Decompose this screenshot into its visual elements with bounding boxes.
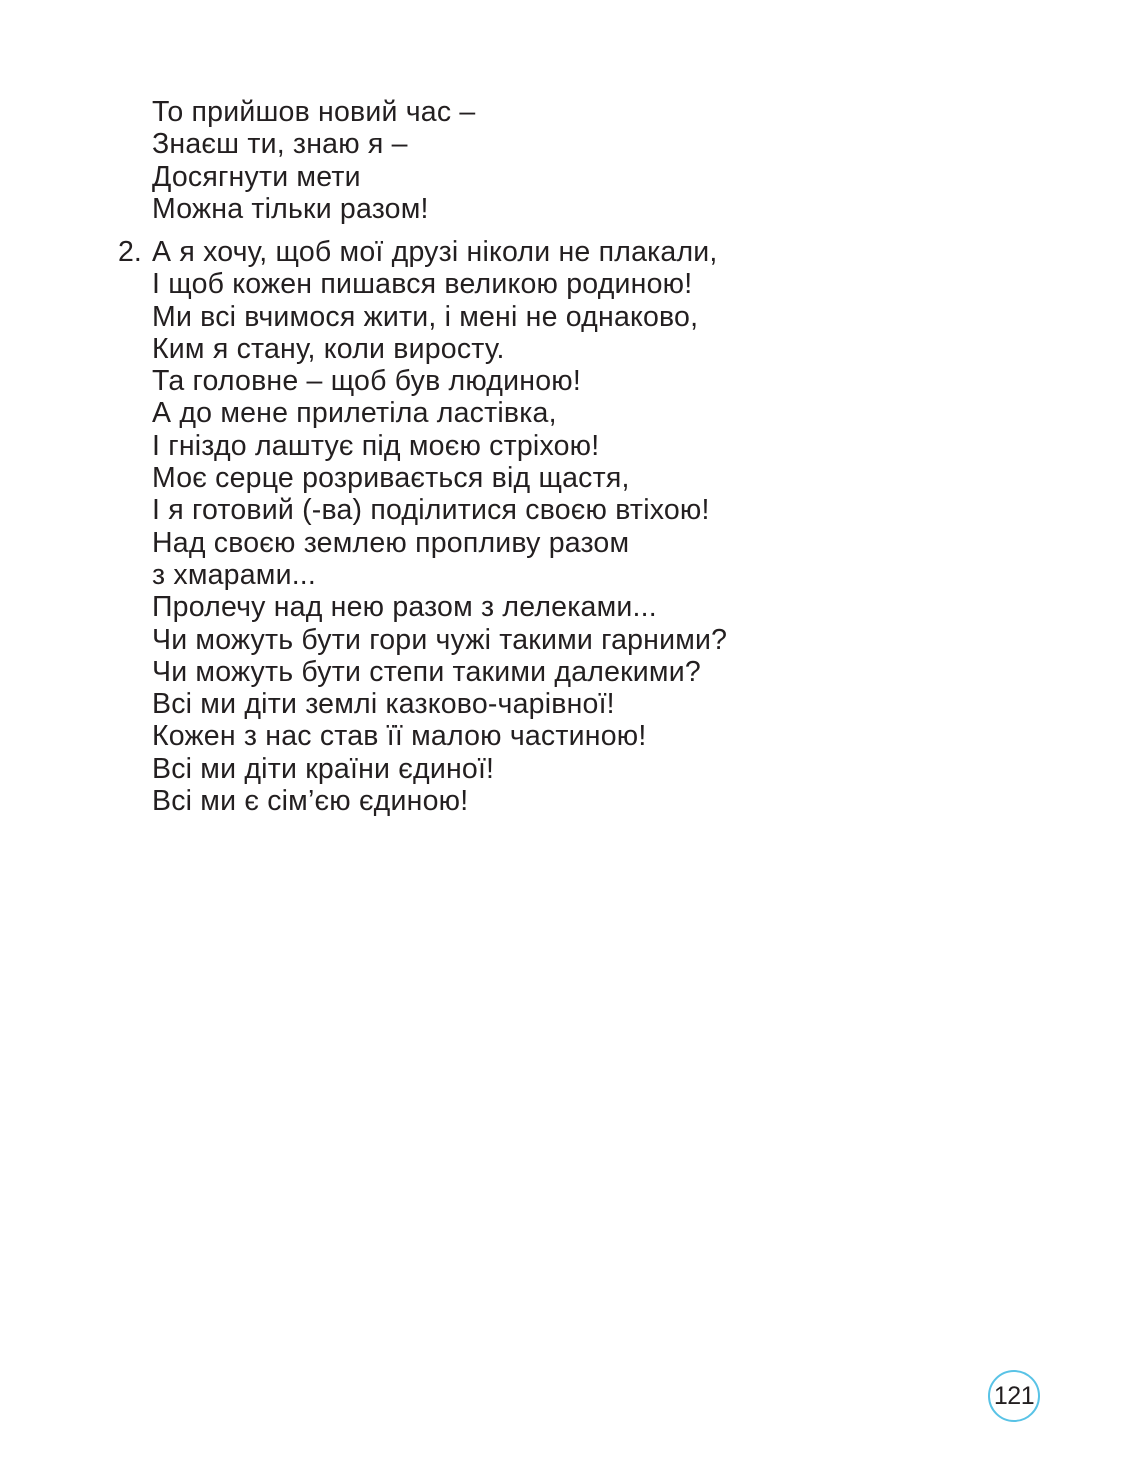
page-number-badge [988,1370,1040,1422]
stanza-2-line: Всі ми діти землі казково-чарівної! [152,688,615,721]
stanza-2-line: Ким я стану, коли виросту. [152,332,505,365]
stanza-2-line: Чи можуть бути степи такими далекими? [152,655,701,688]
page-number: 121 [993,1381,1035,1410]
stanza-2-line: Над своєю землею пропливу разом [152,526,630,559]
stanza-2-line: Всі ми діти країни єдиної! [152,752,495,785]
stanza-2-line: І щоб кожен пишався великою родиною! [152,268,693,301]
stanza-2-line: Моє серце розривається від щастя, [152,462,630,495]
stanza-2-line: І я готовий (-ва) поділитися своєю втіхою! [152,494,710,527]
stanza-2-line: Кожен з нас став її малою частиною! [152,720,647,753]
stanza-top-line: Знаєш ти, знаю я – [152,128,408,161]
stanza-2-line: Та головне – щоб був людиною! [152,365,581,398]
stanza-2-line: А до мене прилетіла ластівка, [152,397,557,430]
stanza-2-line: Пролечу над нею разом з лелеками... [152,591,657,624]
stanza-top-line: То прийшов новий час – [152,96,476,128]
stanza-2-line: з хмарами... [152,558,317,591]
stanza-2-line: Чи можуть бути гори чужі такими гарними? [152,623,728,656]
stanza-2-line: Ми всі вчимося жити, і мені не однаково, [152,300,699,333]
verse-number: 2. [118,236,142,268]
stanza-top-line: Можна тільки разом! [152,192,429,225]
stanza-2-line: А я хочу, щоб мої друзі ніколи не плакали, [152,236,718,268]
stanza-2-line: Всі ми є сім’єю єдиною! [152,785,469,818]
stanza-2-line: І гніздо лаштує під моєю стріхою! [152,429,600,462]
stanza-2-lines [152,236,727,817]
stanza-top [152,96,475,225]
stanza-top-line: Досягнути мети [152,160,361,193]
